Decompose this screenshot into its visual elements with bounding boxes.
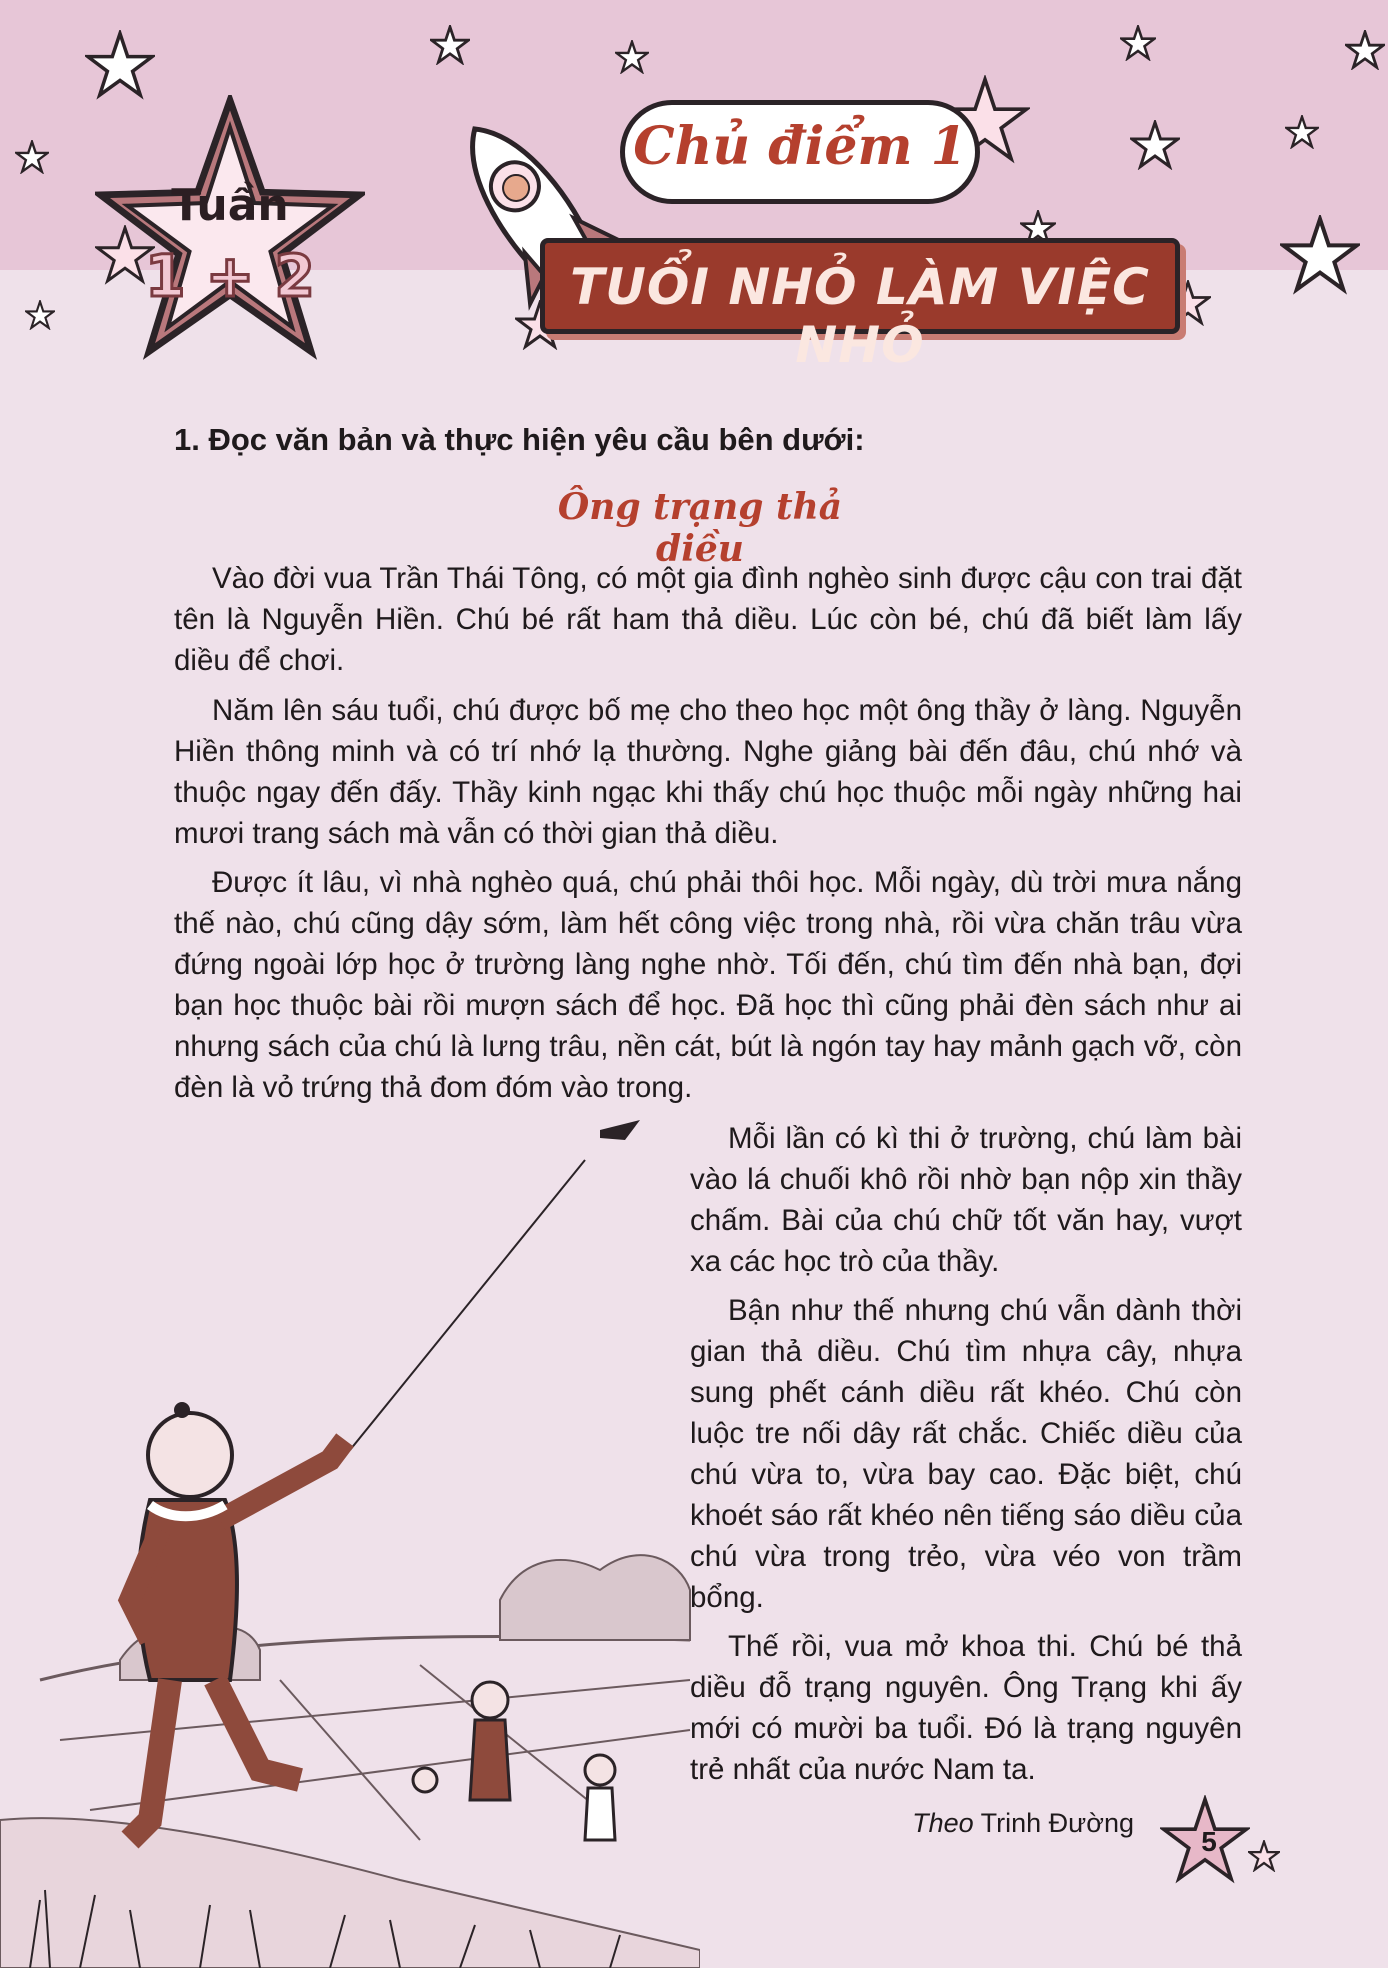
star-icon — [1248, 1840, 1280, 1872]
week-number: 1 + 2 — [145, 242, 315, 310]
theme-title: TUỔI NHỎ LÀM VIỆC NHỎ — [570, 258, 1150, 374]
star-icon — [430, 25, 470, 65]
story-paragraph: Năm lên sáu tuổi, chú được bố mẹ cho theo học một ông thầy ở làng. Nguyễn Hiền thông minh và có trí nhớ lạ thường. Nghe giảng bài đến đâu, chú nhớ và thuộc ngay đến đấy. Thầy kinh ngạc khi thấy chú học thuộc mỗi ngày những hai mươi trang sách mà vẫn có thời gian thả diều. — [174, 694, 1242, 850]
page-number: 5 — [1201, 1826, 1217, 1857]
story-paragraph: Vào đời vua Trần Thái Tông, có một gia đình nghèo sinh được cậu con trai đặt tên là Nguyễn Hiền. Chú bé rất ham thả diều. Lúc còn bé, chú đã biết làm lấy diều để chơi. — [174, 562, 1242, 677]
theme-label: Chủ điểm 1 — [633, 116, 967, 177]
star-icon — [15, 140, 49, 174]
star-icon — [85, 30, 155, 100]
week-label: Tuần — [171, 180, 289, 231]
star-icon — [1285, 115, 1319, 149]
star-icon — [1345, 30, 1385, 70]
star-icon — [25, 300, 55, 330]
story-source — [880, 1808, 1134, 1839]
story-paragraph: Được ít lâu, vì nhà nghèo quá, chú phải thôi học. Mỗi ngày, dù trời mưa nắng thế nào, chú cũng dậy sớm, làm hết công việc trong nhà, rồi vừa chăn trâu vừa đứng ngoài lớp học ở trường làng nghe nhờ. Tối đến, chú tìm đến nhà bạn, đợi bạn học thuộc bài rồi mượn sách để học. Đã học thì cũng phải đèn sách như ai nhưng sách của chú là lưng trâu, nền cát, bút là ngón tay hay mảnh gạch vỡ, còn đèn là vỏ trứng thả đom đóm vào trong. — [174, 866, 1242, 1104]
kite-boy-illustration — [0, 1120, 700, 1968]
exercise-instruction: 1. Đọc văn bản và thực hiện yêu cầu bên dưới: — [174, 422, 865, 457]
star-icon — [1120, 25, 1156, 61]
story-paragraph: Mỗi lần có kì thi ở trường, chú làm bài vào lá chuối khô rồi nhờ bạn nộp xin thầy chấm. Bài của chú chữ tốt văn hay, vượt xa các học trò của thầy. — [690, 1122, 1242, 1278]
story-title: Ông trạng thả diều — [557, 486, 843, 570]
story-paragraph: Thế rồi, vua mở khoa thi. Chú bé thả diều đỗ trạng nguyên. Ông Trạng khi ấy mới có mười ba tuổi. Đó là trạng nguyên trẻ nhất của nước Nam ta. — [690, 1630, 1242, 1786]
star-icon — [615, 40, 649, 74]
source-prefix: Theo — [912, 1808, 974, 1838]
story-paragraph: Bận như thế nhưng chú vẫn dành thời gian thả diều. Chú tìm nhựa cây, nhựa sung phết cánh diều rất khéo. Chú còn luộc tre nối dây rất chắc. Chiếc diều của chú vừa to, vừa bay cao. Đặc biệt, chú khoét sáo rất khéo nên tiếng sáo diều của chú vừa trong trẻo, vừa véo von trầm bổng. — [690, 1294, 1242, 1614]
star-icon — [1280, 215, 1360, 295]
source-author: Trinh Đường — [980, 1808, 1134, 1838]
star-icon — [1130, 120, 1180, 170]
